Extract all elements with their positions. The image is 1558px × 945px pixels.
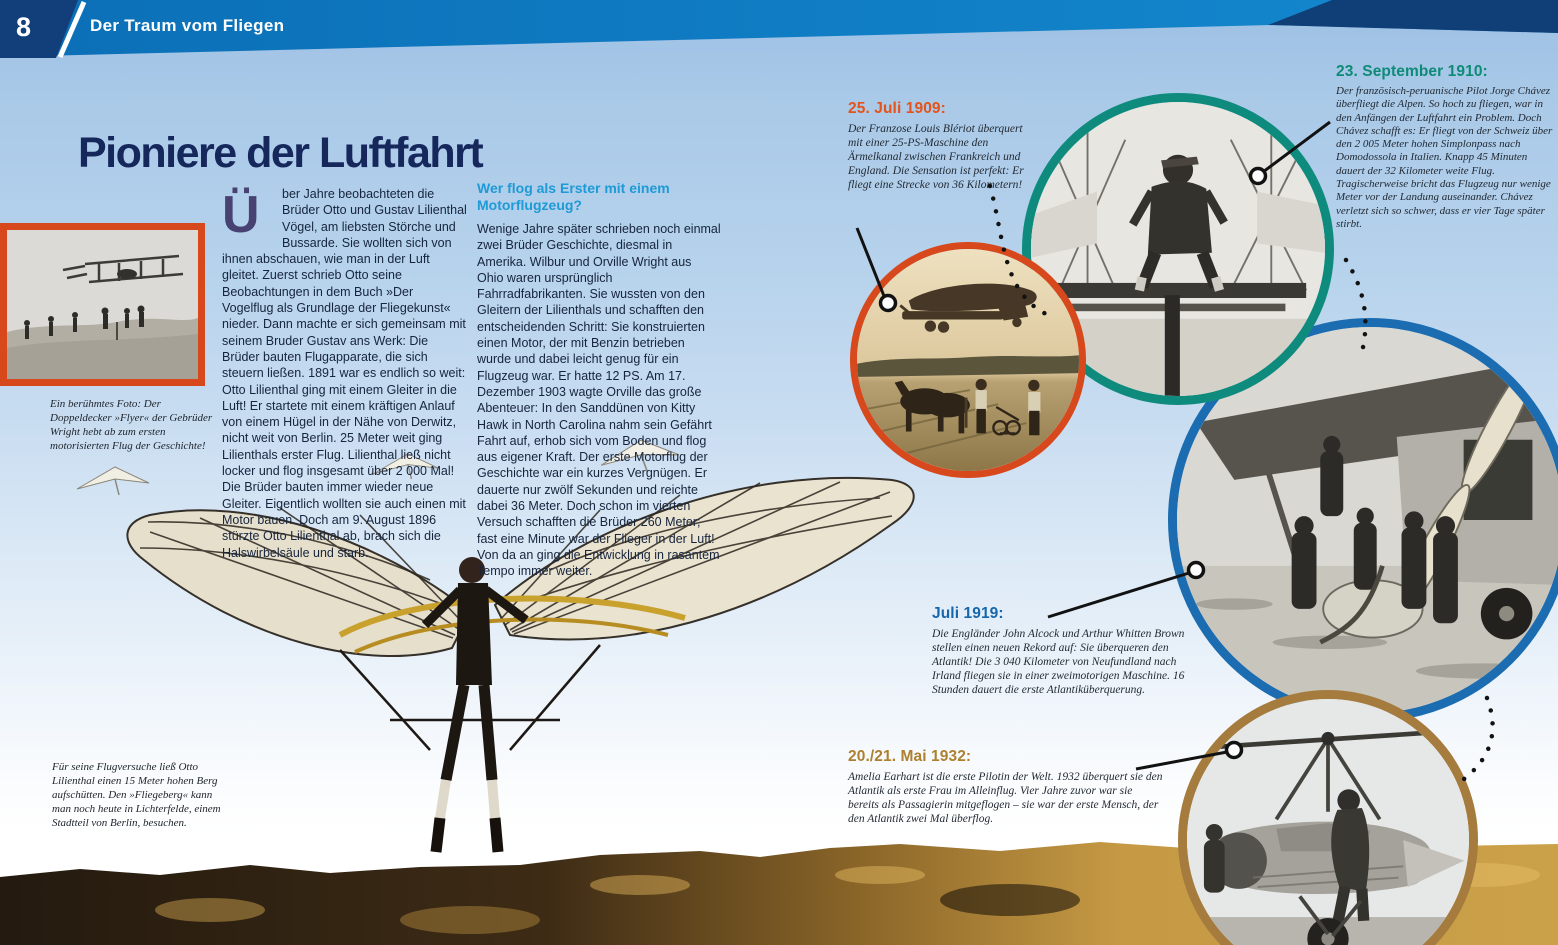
question-heading: Wer flog als Erster mit einem Motorflugzeug? [477, 180, 670, 213]
timeline-entry-1919 [932, 605, 1192, 697]
caption-wright-flyer: Ein berühmtes Foto: Der Doppeldecker »Flyer« der Gebrüder Wright hebt ab zum ersten motorisierten Flug der Geschichte! [50, 398, 213, 452]
timeline-entry-1910 [1336, 63, 1558, 231]
timeline-date: 25. Juli 1909: [848, 100, 946, 117]
timeline-text: Amelia Earhart ist die erste Pilotin der Welt. 1932 überquert sie den Atlantik als erste Frau im Alleinflug. Vier Jahre zuvor war sie bereits als Passagierin mitgeflogen – sie war der erste Mensch, der den Atlantik zwei Mal überflog. [848, 771, 1163, 825]
timeline-entry-1909 [848, 100, 1030, 192]
article-column-2 [477, 180, 721, 580]
page-number: 8 [16, 12, 32, 42]
timeline-date: 20./21. Mai 1932: [848, 748, 972, 765]
chapter-kicker: Der Traum vom Fliegen [90, 16, 285, 35]
answer-text: Wenige Jahre später schrieben noch einmal zwei Brüder Geschichte, diesmal in Amerika. Wilbur und Orville Wright aus Ohio waren ursprünglich Fahrradfabrikanten. Sie wussten von den Gleitern der Lilienthals und schafften den entscheidenden Schritt: Sie konstruierten einen Motor, der mit Benzin betrieben wurde und dabei leicht genug für ein Flugzeug war. Er hatte 12 PS. Am 17. Dezember 1903 wagte Orville das große Abenteuer: In den Sanddünen von Kitty Hawk in North Carolina nahm sein Gefährt Fahrt auf, erhob sich vom Boden und flog aus eigener Kraft. Der erste Motorflug der Geschichte war ein kurzes Vergnügen. Er dauerte nur zwölf Sekunden und reichte dabei 36 Meter. Doch schon im vierten Versuch schafften die Brüder 260 Meter; fast eine Minute war der Flieger in der Luft! Von da an ging die Entwicklung in rasantem Tempo immer weiter. [477, 222, 721, 579]
drop-cap: Ü [222, 186, 260, 244]
timeline-text: Die Engländer John Alcock und Arthur Whitten Brown stellen einen neuen Rekord auf: Sie überqueren den Atlantik! Die 3 040 Kilometer von Neufundland nach Irland fliegen sie in einer zweimotorigen Maschine. 16 Stunden dauert die erste Atlantiküberquerung. [932, 628, 1185, 696]
header-band [0, 0, 1558, 100]
caption-fliegeberg: Für seine Flugversuche ließ Otto Lilienthal einen 15 Meter hohen Berg aufschütten. Den »Fliegeberg« kann man noch heute in Lichterfelde, einem Stadtteil von Berlin, besuchen. [52, 761, 221, 829]
page-title: Pioniere der Luftfahrt [78, 128, 483, 177]
photo-autogyro [1178, 690, 1478, 945]
article-column-1 [222, 186, 467, 561]
article-intro-text: ber Jahre beobachteten die Brüder Otto und Gustav Lilienthal Vögel, am liebsten Störche und Bussarde. Sie wollten sich von ihnen abschauen, wie man in der Luft gleitet. Zuerst schrieb Otto seine Beobachtungen in dem Buch »Der Vogelflug als Grundlage der Fliegekunst« nieder. Dann machte er sich gemeinsam mit seinem Bruder Gustav ans Werk: Die Brüder bauten Flugapparate, die sich steuern ließen. 1891 war es endlich so weit: Otto Lilienthal ging mit einem Gleiter in die Luft! Er startete mit einem kräftigen Anlauf von einem Hügel in der Nähe von Derwitz, nicht weit von Berlin. 25 Meter weit ging Lilienthals erster Flug. Lilienthal ließ nicht locker und flog insgesamt über 2 000 Mal! Die Brüder bauten immer wieder neue Gleiter. Eigentlich wollten sie auch einen mit Motor bauen. Doch am 9. August 1896 stürzte Otto Lilienthal ab, brach sich die Halswirbelsäule und starb. [222, 187, 467, 560]
timeline-date: 23. September 1910: [1336, 63, 1488, 80]
timeline-text: Der Franzose Louis Blériot überquert mit einer 25-PS-Maschine den Ärmelkanal zwischen Frankreich und England. Die Sensation ist perfekt: Er fliegt eine Strecke von 36 Kilometern! [848, 123, 1024, 191]
timeline-entry-1932 [848, 748, 1166, 826]
photo-wright-flyer [0, 223, 205, 386]
timeline-text: Der französisch-peruanische Pilot Jorge Chávez überfliegt die Alpen. So hoch zu fliegen, war in den Anfängen der Luftfahrt ein Problem. Doch Chávez schafft es: Er fliegt von der Schweiz über den 2 005 Meter hohen Simplonpass nach Domodossola in Italien. Knapp 45 Minuten dauert der 32 Kilometer weite Flug. Tragischerweise bricht das Flugzeug nur wenige Meter vor der Landung auseinander. Chávez verletzt sich so schwer, dass er vier Tage später stirbt. [1336, 85, 1553, 230]
photo-bleriot-over-field [850, 242, 1086, 478]
timeline-date: Juli 1919: [932, 605, 1004, 622]
mini-glider-sketch [75, 465, 153, 505]
